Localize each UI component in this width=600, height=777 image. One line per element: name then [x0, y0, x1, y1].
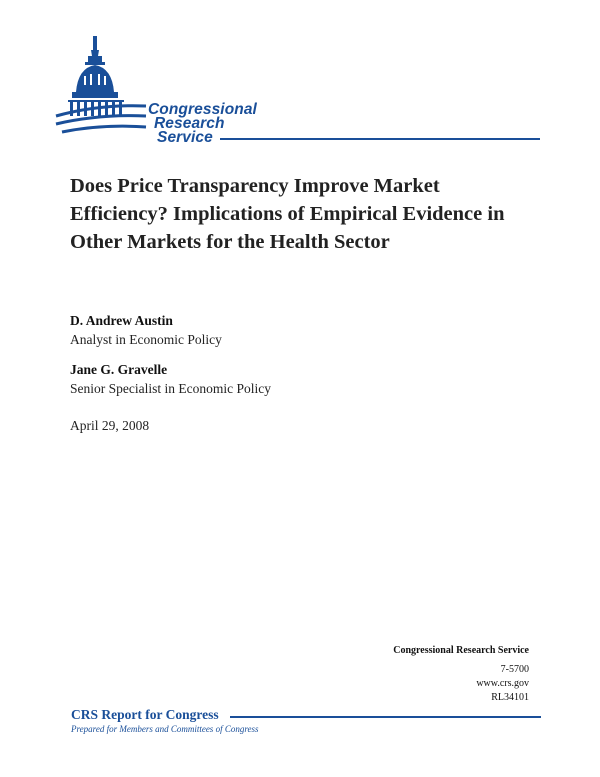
- report-title: Does Price Transparency Improve Market Efficiency? Implications of Empirical Evidence in Other Markets for the Health Sector: [70, 175, 505, 253]
- author-role: Senior Specialist in Economic Policy: [70, 381, 271, 396]
- author-name: D. Andrew Austin: [70, 313, 173, 328]
- phone-code: 7-5700: [500, 664, 529, 675]
- footer-subtitle: Prepared for Members and Committees of Congress: [71, 724, 259, 734]
- footer-divider: [230, 716, 541, 718]
- logo-divider: [220, 138, 540, 140]
- publisher-name: Congressional Research Service: [393, 645, 529, 656]
- logo-text-research: Research: [154, 115, 225, 132]
- logo-text-service: Service: [157, 129, 213, 146]
- crs-logo-dome-icon: [54, 34, 154, 146]
- report-date: April 29, 2008: [70, 418, 150, 433]
- author-name: Jane G. Gravelle: [70, 362, 168, 377]
- report-number: RL34101: [491, 692, 529, 703]
- footer-title: CRS Report for Congress: [71, 707, 219, 722]
- logo-text-congressional: Congressional: [148, 101, 257, 118]
- website-link[interactable]: www.crs.gov: [476, 678, 529, 689]
- author-role: Analyst in Economic Policy: [70, 332, 222, 347]
